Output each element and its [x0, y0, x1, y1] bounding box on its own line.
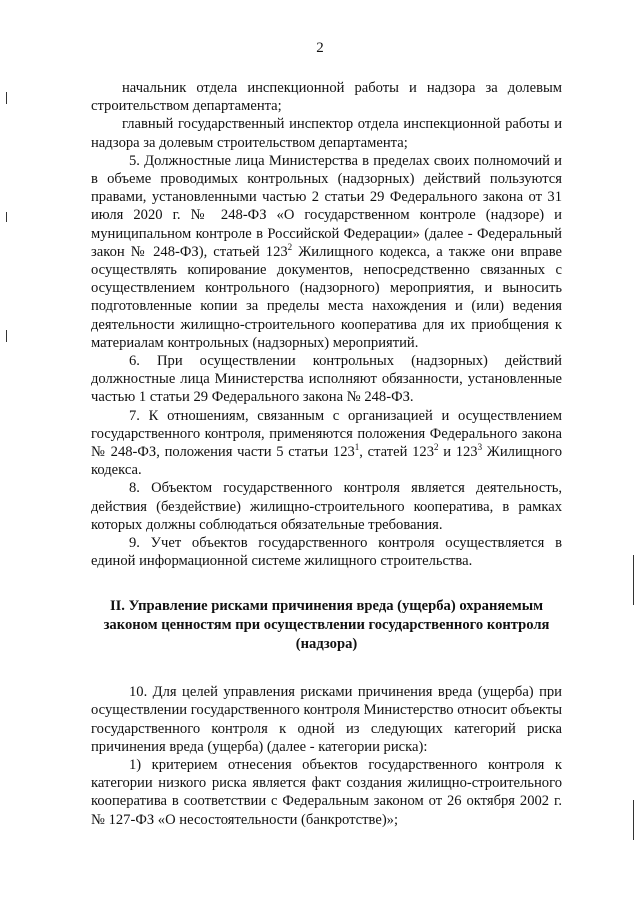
margin-mark	[633, 800, 634, 840]
superscript: 3	[477, 442, 483, 453]
superscript: 1	[354, 442, 360, 453]
paragraph-text: , статей 123	[359, 444, 435, 461]
paragraph-text: 7. К отношениям, связанным с организацией и осуществлением государственного контроля, применяются положения Федерального закона № 248-ФЗ, положения части 5 статьи 123	[91, 407, 562, 461]
paragraph-text: и 123	[438, 444, 478, 461]
section-title: II. Управление рисками причинения вреда (ущерба) охраняемым законом ценностям при осуществлении государственного контроля (надзора)	[103, 598, 550, 652]
paragraph: главный государственный инспектор отдела инспекционной работы и надзора за долевым строительством департамента;	[91, 116, 562, 151]
paragraph: начальник отдела инспекционной работы и надзора за долевым строительством департамента;	[91, 80, 562, 115]
paragraph: 8. Объектом государственного контроля является деятельность, действия (бездействие) жилищно-строительного кооператива, в рамках которых должны соблюдаться обязательные требования.	[91, 480, 562, 533]
document-body	[91, 79, 562, 829]
margin-mark	[6, 92, 7, 104]
margin-mark	[6, 330, 7, 342]
paragraph: 6. При осуществлении контрольных (надзорных) действий должностные лица Министерства исполняют обязанности, установленные частью 1 статьи 29 Федерального закона № 248-ФЗ.	[91, 353, 562, 406]
margin-mark	[6, 212, 7, 222]
page-number: 2	[316, 40, 324, 56]
paragraph: 1) критерием отнесения объектов государственного контроля к категории низкого риска является факт создания жилищно-строительного кооператива в соответствии с Федеральным законом от 26 октября 2002 г. № 127-ФЗ «О несостоятельности (банкротстве)»;	[91, 757, 562, 828]
paragraph-text: Жилищного кодекса.	[91, 444, 563, 479]
paragraph: 9. Учет объектов государственного контроля осуществляется в единой информационной системе жилищного строительства.	[91, 535, 562, 570]
margin-mark	[633, 555, 634, 605]
superscript: 2	[434, 442, 439, 453]
paragraph-text: Жилищного кодекса, а также они вправе осуществлять копирование документов, непосредственно связанных с осуществлением контрольного (надзорного) мероприятия, и выносить подготовленные копии за пределы места нахождения и (или) ведения деятельности жилищно-строительного кооператива для их приобщения к материалам контрольных (надзорных) мероприятий.	[91, 243, 562, 351]
paragraph	[91, 407, 562, 480]
paragraph: 10. Для целей управления рисками причинения вреда (ущерба) при осуществлении государственного контроля Министерство относит объекты государственного контроля к одной из следующих категорий риска причинения вреда (ущерба) (далее - категории риска):	[91, 684, 562, 755]
superscript: 2	[287, 241, 293, 252]
paragraph-text: 5. Должностные лица Министерства в пределах своих полномочий и в объеме проводимых контрольных (надзорных) действий пользуются правами, установленными частью 2 статьи 29 Федерального закона от 31 июля 2020 г. № 248-ФЗ «О государственном контроле (надзоре) и муниципальном контроле в Российской Федерации» (далее - Федеральный закон № 248-ФЗ), статьей 123	[91, 152, 562, 260]
paragraph	[91, 152, 562, 352]
